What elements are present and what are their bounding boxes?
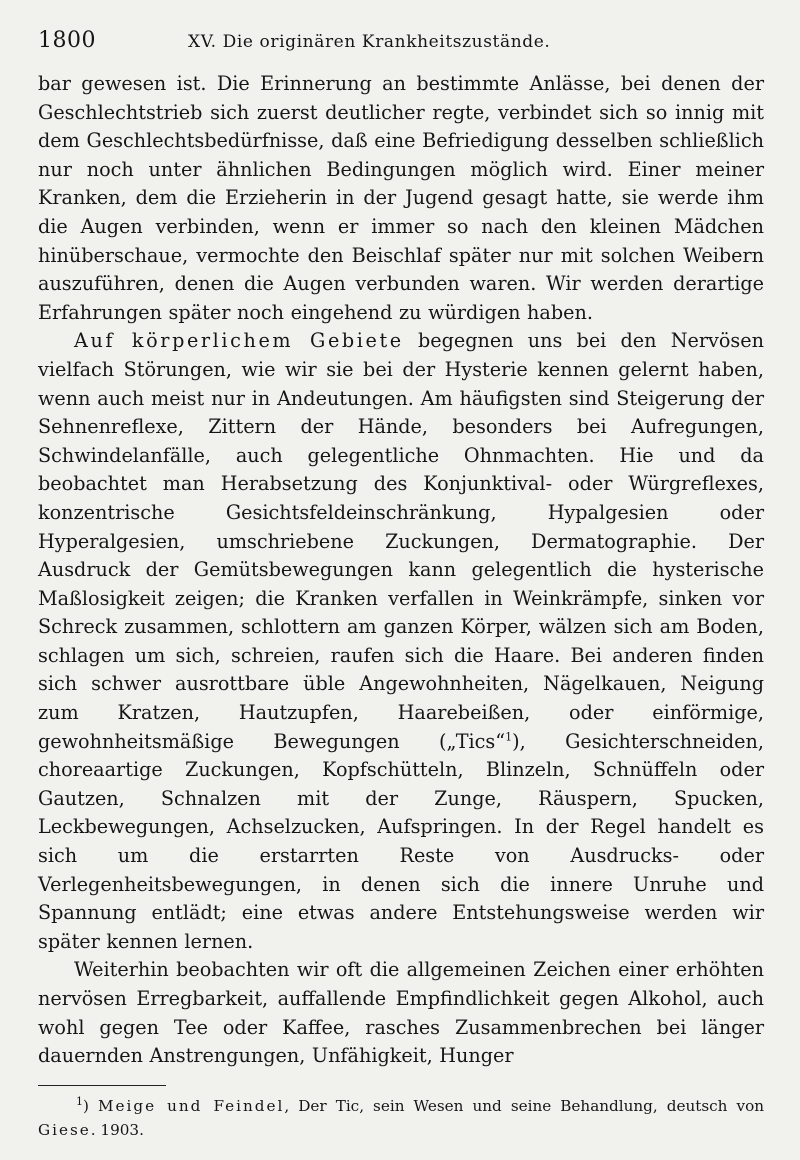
paragraph-2 bbox=[38, 327, 764, 956]
footnote-authors: Meige und Feindel bbox=[97, 1096, 285, 1115]
footnote-translator: Giese bbox=[38, 1120, 91, 1139]
footnotes bbox=[38, 1094, 764, 1142]
footnote-divider bbox=[38, 1085, 166, 1086]
emphasized-phrase: Auf körperlichem Gebiete bbox=[74, 329, 404, 353]
paragraph-2-text: begegnen uns bei den Nervösen vielfach Störungen, wie wir sie bei der Hysterie kennen gelernt haben, wenn auch meist nur in Andeutungen. Am häufigsten sind Steigerung der Sehnenreflexe, Zittern der Hände, besonders bei Aufregungen, Schwindelanfälle, auch gelegentliche Ohnmachten. Hie und da beobachtet man Herabsetzung des Konjunktival- oder Würgreflexes, konzentrische Gesichtsfeldeinschränkung, Hypalgesien oder Hyperalgesien, umschriebene Zuckungen, Dermatographie. Der Ausdruck der Gemütsbewegungen kann gelegentlich die hysterische Maßlosigkeit zeigen; die Kranken verfallen in Weinkrämpfe, sinken vor Schreck zusammen, schlottern am ganzen Körper, wälzen sich am Boden, schlagen um sich, schreien, raufen sich die Haare. Bei anderen finden sich schwer ausrottbare üble Angewohnheiten, Nägelkauen, Neigung zum Kratzen, Hautzupfen, Haarebeißen, oder einförmige, gewohnheitsmäßige Bewegungen („Tics“ bbox=[38, 329, 764, 753]
page-header bbox=[38, 28, 764, 60]
footnote-reference[interactable]: 1 bbox=[505, 730, 513, 744]
paragraph-3: Weiterhin beobachten wir oft die allgemeinen Zeichen einer erhöhten nervösen Erregbarkeit, auffallende Empfindlichkeit gegen Alkohol, auch wohl gegen Tee oder Kaffee, rasches Zusammenbrechen bei länger dauernden Anstrengungen, Unfähigkeit, Hunger bbox=[38, 958, 764, 1068]
footnote-1: $^1$) Meige und Feindel, Der Tic, sein Wesen und seine Behandlung, deutsch von Giese. 1903. bbox=[38, 1094, 764, 1139]
footnote-title: , Der Tic, sein Wesen und seine Behandlung, deutsch von bbox=[284, 1096, 764, 1115]
paragraph-1: bar gewesen ist. Die Erinnerung an bestimmte Anlässe, bei denen der Geschlechtstrieb sich zuerst deutlicher regte, verbindet sich so innig mit dem Geschlechtsbedürfnisse, daß eine Befriedigung desselben schließlich nur noch unter ähnlichen Bedingungen möglich wird. Einer meiner Kranken, dem die Erzieherin in der Jugend gesagt hatte, sie werde ihm die Augen verbinden, wenn er immer so nach den kleinen Mädchen hinüberschaue, vermochte den Beischlaf später nur mit solchen Weibern auszuführen, denen die Augen verbunden waren. Wir werden derartige Erfahrungen später noch eingehend zu würdigen haben. bbox=[38, 72, 764, 324]
body-text bbox=[38, 70, 764, 1071]
running-title: XV. Die originären Krankheitszustände. bbox=[188, 32, 551, 52]
paragraph-2-text-continued: ), Gesichterschneiden, choreaartige Zuckungen, Kopfschütteln, Blinzeln, Schnüffeln oder Gautzen, Schnalzen mit der Zunge, Räuspern, Spucken, Leckbewegungen, Achselzucken, Aufspringen. In der Regel handelt es sich um die erstarrten Reste von Ausdrucks- oder Verlegenheitsbewegungen, in denen sich die innere Unruhe und Spannung entlädt; eine etwas andere Entstehungsweise werden wir später kennen lernen. bbox=[38, 729, 764, 953]
page-number: 1800 bbox=[38, 28, 96, 53]
footnote-year: . 1903. bbox=[90, 1120, 144, 1139]
footnote-marker: 1 bbox=[76, 1094, 83, 1108]
